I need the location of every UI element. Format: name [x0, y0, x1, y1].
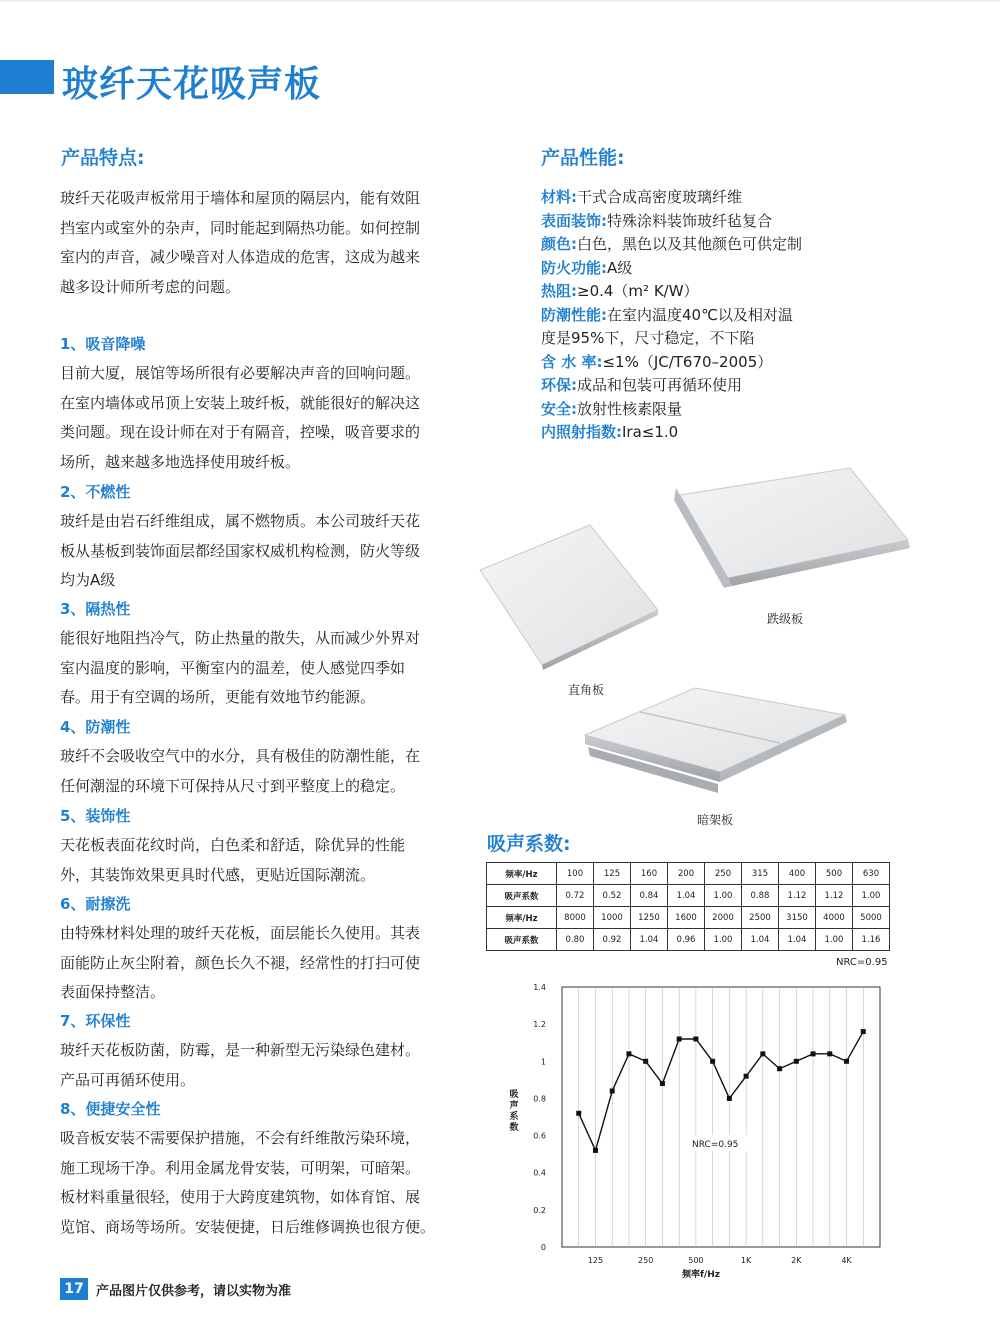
x-tick-label: 1K [740, 1256, 752, 1265]
feature-line: 春。用于有空调的场所，更能有效地节约能源。 [60, 688, 376, 706]
table-cell: 1.00 [816, 929, 853, 951]
table-cell: 1.04 [779, 929, 816, 951]
y-axis-label: 吸声系数 [509, 1090, 519, 1133]
table-cell: 0.80 [557, 929, 594, 951]
feature-line: 类问题。现在设计师在对于有隔音，控噪，吸音要求的 [60, 423, 421, 441]
feature-title: 8、便捷安全性 [60, 1100, 161, 1118]
feature-line: 玻纤天花板防菌，防霉，是一种新型无污染绿色建材。 [60, 1041, 421, 1059]
y-tick-label: 1.2 [533, 1020, 546, 1030]
nrc-label: NRC=0.95 [836, 957, 888, 968]
perf-key: 环保: [541, 376, 577, 394]
table-cell: 4000 [816, 907, 853, 929]
feature-line: 表面保持整洁。 [60, 983, 166, 1001]
table-cell: 0.92 [594, 929, 631, 951]
perf-key: 安全: [541, 399, 577, 418]
table-cell: 1.04 [631, 929, 668, 951]
table-cell: 3150 [779, 907, 816, 929]
data-point [576, 1111, 581, 1116]
feature-line: 览馆、商场等场所。安装便捷，日后维修调换也很方便。 [60, 1217, 436, 1236]
table-cell: 630 [853, 863, 890, 885]
feature-line: 均为A级 [60, 571, 116, 589]
feature-line: 吸音板安装不需要保护措施，不会有纤维散污染环境， [60, 1129, 421, 1147]
perf-value: 干式合成高密度玻璃纤维 [577, 188, 743, 206]
feature-line: 板材料重量很轻，使用于大跨度建筑物，如体育馆、展 [60, 1188, 421, 1206]
x-tick-label: 250 [638, 1256, 654, 1265]
perf-row [541, 374, 802, 398]
feature-line: 室内温度的影响，平衡室内的温差，使人感觉四季如 [60, 658, 406, 677]
table-cell: 2500 [742, 907, 779, 929]
table-cell: 315 [742, 863, 779, 885]
perf-value: ≥0.4（m² K/W） [577, 282, 699, 300]
table-row [487, 885, 890, 907]
x-tick-label: 4K [841, 1256, 852, 1265]
square-board-label: 直角板 [568, 683, 605, 697]
feature-title: 1、吸音降噪 [60, 335, 146, 353]
perf-row [541, 304, 802, 328]
table-cell: 1.00 [705, 885, 742, 907]
perf-row [541, 210, 802, 234]
absorption-table [486, 862, 890, 951]
x-tick-label: 125 [587, 1256, 604, 1265]
table-cell: 200 [668, 863, 705, 885]
perf-row [541, 327, 802, 351]
feature-line: 施工现场干净。利用金属龙骨安装，可明架，可暗架。 [60, 1158, 421, 1177]
data-point [777, 1066, 782, 1071]
step-board-image [674, 468, 910, 588]
feature-line: 外，其装饰效果更具时代感，更贴近国际潮流。 [60, 865, 376, 884]
perf-value: 特殊涂料装饰玻纤毡复合 [607, 211, 773, 230]
table-cell: 1.04 [742, 929, 779, 951]
y-tick-label: 0 [540, 1243, 546, 1252]
feature-title: 6、耐擦洗 [60, 895, 131, 913]
feature-line: 能很好地阻挡冷气，防止热量的散失，从而减少外界对 [60, 629, 421, 647]
table-cell: 100 [557, 863, 594, 885]
data-point [794, 1059, 799, 1064]
perf-value: Ira≤1.0 [622, 423, 679, 441]
feature-line: 目前大厦，展馆等场所很有必要解决声音的回响问题。 [60, 364, 421, 382]
intro-line: 越多设计师所考虑的问题。 [60, 277, 241, 296]
feature-line: 由特殊材料处理的玻纤天花板，面层能长久使用。其表 [60, 924, 421, 942]
feature-title: 7、环保性 [60, 1012, 131, 1030]
table-row [487, 863, 890, 885]
plot-frame [562, 987, 880, 1247]
feature-body [60, 919, 420, 1008]
x-tick-label: 500 [688, 1256, 704, 1265]
table-cell: 1.16 [853, 929, 890, 951]
table-cell: 1.04 [668, 885, 705, 907]
table-cell: 1.00 [705, 929, 742, 951]
feature-body [60, 507, 420, 596]
data-point [643, 1059, 648, 1064]
concealed-board-image [585, 688, 847, 793]
perf-value: 成品和包装可再循环使用 [577, 376, 743, 394]
perf-row [541, 351, 802, 375]
feature-body [60, 359, 420, 477]
data-point [827, 1051, 832, 1056]
table-cell: 125 [594, 863, 631, 885]
table-cell: 1.00 [853, 885, 890, 907]
table-cell: 1000 [594, 907, 631, 929]
feature-line: 产品可再循环使用。 [60, 1070, 196, 1089]
table-cell: 0.84 [631, 885, 668, 907]
nrc-annotation: NRC=0.95 [692, 1140, 739, 1150]
table-cell: 频率/Hz [487, 907, 557, 929]
data-point [610, 1089, 615, 1094]
feature-body [60, 624, 420, 713]
y-tick-label: 1 [540, 1057, 546, 1067]
data-point [660, 1081, 665, 1086]
intro-line: 玻纤天花吸声板常用于墙体和屋顶的隔层内，能有效阻 [60, 189, 421, 207]
page-title: 玻纤天花吸声板 [62, 64, 322, 105]
feature-line: 任何潮湿的环境下可保持从尺寸到平整度上的稳定。 [60, 776, 406, 795]
x-axis-label: 频率f/Hz [682, 1270, 720, 1280]
feature-line: 板从基板到装饰面层都经国家权威机构检测，防火等级 [60, 541, 421, 560]
perf-row [541, 280, 802, 304]
absorption-chart [480, 975, 900, 1285]
intro-line: 挡室内或室外的杂声，同时能起到隔热功能。如何控制 [60, 218, 421, 237]
table-cell: 160 [631, 863, 668, 885]
footer-note: 产品图片仅供参考，请以实物为准 [96, 1284, 292, 1299]
perf-value: 白色，黑色以及其他颜色可供定制 [577, 235, 803, 253]
feature-title: 2、不燃性 [60, 483, 131, 501]
table-row [487, 929, 890, 951]
data-point [626, 1051, 631, 1056]
perf-row [541, 257, 802, 281]
table-cell: 8000 [557, 907, 594, 929]
intro-line: 室内的声音，减少噪音对人体造成的危害，这成为越来 [60, 248, 421, 266]
perf-key: 颜色: [541, 235, 577, 253]
table-cell: 1250 [631, 907, 668, 929]
data-point [744, 1074, 749, 1079]
data-point [727, 1096, 732, 1101]
step-board-label: 跌级板 [767, 612, 804, 626]
page-number: 17 [60, 1278, 88, 1300]
feature-title: 3、隔热性 [60, 600, 131, 618]
x-tick-label: 2K [791, 1256, 802, 1265]
perf-key: 防潮性能: [541, 305, 607, 324]
table-cell: 5000 [853, 907, 890, 929]
absorption-heading: 吸声系数: [487, 833, 571, 855]
table-cell: 1.12 [779, 885, 816, 907]
perf-row [541, 186, 802, 210]
feature-line: 玻纤是由岩石纤维组成，属不燃物质。本公司玻纤天花 [60, 512, 421, 530]
data-point [677, 1037, 682, 1042]
series-line [579, 1032, 864, 1151]
feature-title: 4、防潮性 [60, 718, 131, 736]
perf-value: A级 [607, 258, 633, 277]
y-tick-label: 0.6 [533, 1131, 546, 1141]
perf-value: 度是95%下，尺寸稳定，不下陷 [541, 329, 755, 347]
y-tick-label: 0.2 [533, 1205, 546, 1215]
perf-value: ≤1%（JC/T670–2005） [602, 352, 773, 371]
title-accent-bar [0, 60, 54, 94]
feature-line: 场所，越来越多地选择使用玻纤板。 [60, 452, 301, 471]
perf-key: 表面装饰: [541, 211, 607, 230]
feature-line: 天花板表面花纹时尚，白色柔和舒适，除优异的性能 [60, 836, 406, 854]
data-point [593, 1148, 598, 1153]
table-cell: 500 [816, 863, 853, 885]
table-cell: 0.52 [594, 885, 631, 907]
data-point [861, 1029, 866, 1034]
table-cell: 0.88 [742, 885, 779, 907]
feature-title: 5、装饰性 [60, 807, 131, 825]
table-cell: 1600 [668, 907, 705, 929]
table-cell: 250 [705, 863, 742, 885]
perf-value: 放射性核素限量 [577, 399, 683, 418]
perf-key: 内照射指数: [541, 423, 622, 441]
data-point [844, 1059, 849, 1064]
feature-body [60, 1124, 435, 1242]
data-point [811, 1051, 816, 1056]
y-tick-label: 1.4 [533, 983, 546, 992]
table-cell: 400 [779, 863, 816, 885]
table-row [487, 907, 890, 929]
perf-value: 在室内温度40℃以及相对温 [607, 305, 793, 324]
feature-body [60, 1036, 420, 1095]
features-heading: 产品特点: [61, 147, 145, 169]
data-point [693, 1037, 698, 1042]
performance-list [541, 186, 802, 445]
panel-illustrations [470, 460, 930, 830]
top-rule [0, 0, 1000, 2]
feature-line: 面能防止灰尘附着，颜色长久不褪，经常性的打扫可使 [60, 953, 421, 972]
square-board-image [480, 525, 658, 670]
feature-body [60, 742, 420, 801]
perf-row [541, 398, 802, 422]
table-cell: 吸声系数 [487, 929, 557, 951]
data-point [710, 1059, 715, 1064]
perf-row [541, 421, 802, 445]
table-cell: 频率/Hz [487, 863, 557, 885]
concealed-board-label: 暗架板 [697, 813, 734, 827]
table-cell: 0.72 [557, 885, 594, 907]
table-cell: 0.96 [668, 929, 705, 951]
features-intro [60, 184, 420, 302]
y-tick-label: 0.8 [533, 1094, 546, 1104]
data-point [760, 1051, 765, 1056]
y-tick-label: 0.4 [533, 1168, 546, 1178]
feature-line: 玻纤不会吸收空气中的水分，具有极佳的防潮性能，在 [60, 747, 421, 765]
perf-key: 材料: [541, 188, 577, 206]
feature-line: 在室内墙体或吊顶上安装上玻纤板，就能很好的解决这 [60, 393, 421, 412]
table-cell: 2000 [705, 907, 742, 929]
table-cell: 1.12 [816, 885, 853, 907]
perf-key: 热阻: [541, 282, 577, 300]
feature-body [60, 831, 405, 890]
performance-heading: 产品性能: [541, 147, 625, 169]
perf-key: 含 水 率: [541, 352, 603, 371]
perf-row [541, 233, 802, 257]
table-cell: 吸声系数 [487, 885, 557, 907]
perf-key: 防火功能: [541, 258, 607, 277]
